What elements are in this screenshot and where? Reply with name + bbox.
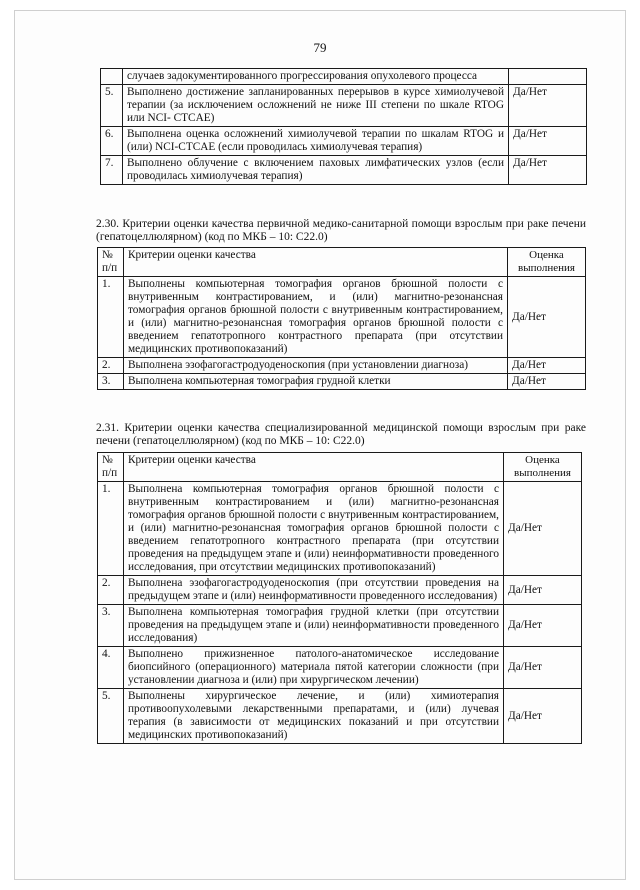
header-number: № п/п bbox=[98, 248, 124, 277]
header-result: Оценка выполнения bbox=[508, 248, 586, 277]
result-cell: Да/Нет bbox=[509, 127, 587, 156]
row-number bbox=[101, 69, 123, 85]
row-number: 2. bbox=[98, 358, 124, 374]
criteria-table-2-30 bbox=[97, 247, 586, 390]
criteria-text: Выполнено прижизненное патолого-анатомическое исследование биопсийного (операционного) материала пятой категории сложности (при установлении диагноза и (или) при хирургическом лечении) bbox=[124, 647, 504, 689]
table-row bbox=[98, 277, 586, 358]
table-row bbox=[98, 647, 582, 689]
criteria-text: Выполнены хирургическое лечение, и (или) химиотерапия противоопухолевыми лекарственными препаратами, и (или) лучевая терапия (в зависимости от медицинских показаний и при отсутствии медицинских противопоказаний) bbox=[124, 689, 504, 744]
result-cell: Да/Нет bbox=[508, 358, 586, 374]
section-title-2-31: 2.31. Критерии оценки качества специализированной медицинской помощи взрослым при раке печени (гепатоцеллюлярном) (код по МКБ – 10: C22.0) bbox=[96, 422, 586, 447]
row-number: 2. bbox=[98, 576, 124, 605]
row-number: 7. bbox=[101, 156, 123, 185]
table-header bbox=[98, 453, 582, 482]
header-criteria: Критерии оценки качества bbox=[124, 453, 504, 482]
criteria-text: случаев задокументированного прогрессирования опухолевого процесса bbox=[123, 69, 509, 85]
row-number: 3. bbox=[98, 374, 124, 390]
criteria-text: Выполнена эзофагогастродуоденоскопия (при отсутствии проведения на предыдущем этапе и (или) неинформативности проведенного исследования) bbox=[124, 576, 504, 605]
criteria-table-2-31 bbox=[97, 452, 582, 744]
table-row bbox=[98, 374, 586, 390]
header-criteria: Критерии оценки качества bbox=[124, 248, 508, 277]
row-number: 5. bbox=[98, 689, 124, 744]
criteria-text: Выполнена эзофагогастродуоденоскопия (при установлении диагноза) bbox=[124, 358, 508, 374]
header-number: № п/п bbox=[98, 453, 124, 482]
table-header bbox=[98, 248, 586, 277]
criteria-text: Выполнена оценка осложнений химиолучевой терапии по шкалам RTOG и (или) NCI-CTCAE (если проводилась химиолучевая терапия) bbox=[123, 127, 509, 156]
row-number: 1. bbox=[98, 482, 124, 576]
section-title-2-30: 2.30. Критерии оценки качества первичной медико-санитарной помощи взрослым при раке печени (гепатоцеллюлярном) (код по МКБ – 10: C22.0) bbox=[96, 218, 586, 243]
result-cell: Да/Нет bbox=[504, 482, 582, 576]
header-result: Оценка выполнения bbox=[504, 453, 582, 482]
criteria-text: Выполнена компьютерная томография органов брюшной полости с внутривенным контрастированием и (или) магнитно-резонансная томография органов брюшной полости с внутривенным контрастированием, и (или) магнитно-резонансная томография органов брюшной полости с введением гепатотропного контрастного препарата (при отсутствии проведения на предыдущем этапе и (или) неинформативности проведенного исследования, при отсутствии медицинских противопоказаний) bbox=[124, 482, 504, 576]
row-number: 4. bbox=[98, 647, 124, 689]
row-number: 5. bbox=[101, 85, 123, 127]
table-row bbox=[98, 605, 582, 647]
criteria-text: Выполнено облучение с включением паховых лимфатических узлов (если проводилась химиолучевая терапия) bbox=[123, 156, 509, 185]
table-row bbox=[98, 576, 582, 605]
criteria-text: Выполнены компьютерная томография органов брюшной полости с внутривенным контрастированием, и (или) магнитно-резонансная томография органов брюшной полости с внутривенным контрастированием, и (или) магнитно-резонансная томография органов брюшной полости с введением гепатотропного контрастного препарата (при отсутствии медицинских противопоказаний) bbox=[124, 277, 508, 358]
result-cell: Да/Нет bbox=[509, 85, 587, 127]
row-number: 6. bbox=[101, 127, 123, 156]
criteria-table-continued bbox=[100, 68, 587, 185]
table-row bbox=[101, 85, 587, 127]
table-row bbox=[98, 482, 582, 576]
result-cell: Да/Нет bbox=[504, 605, 582, 647]
table-row bbox=[98, 689, 582, 744]
result-cell: Да/Нет bbox=[508, 277, 586, 358]
table-row bbox=[98, 358, 586, 374]
criteria-text: Выполнена компьютерная томография грудной клетки (при отсутствии проведения на предыдущем этапе и (или) неинформативности проведенного исследования) bbox=[124, 605, 504, 647]
result-cell: Да/Нет bbox=[504, 576, 582, 605]
row-number: 3. bbox=[98, 605, 124, 647]
row-number: 1. bbox=[98, 277, 124, 358]
result-cell bbox=[509, 69, 587, 85]
table-row bbox=[101, 156, 587, 185]
result-cell: Да/Нет bbox=[504, 647, 582, 689]
criteria-text: Выполнена компьютерная томография грудной клетки bbox=[124, 374, 508, 390]
result-cell: Да/Нет bbox=[504, 689, 582, 744]
result-cell: Да/Нет bbox=[508, 374, 586, 390]
result-cell: Да/Нет bbox=[509, 156, 587, 185]
criteria-text: Выполнено достижение запланированных перерывов в курсе химиолучевой терапии (за исключением осложнений не ниже III степени по шкале RTOG или NCI- CTCAE) bbox=[123, 85, 509, 127]
table-row bbox=[101, 69, 587, 85]
page-number: 79 bbox=[313, 40, 327, 55]
table-row bbox=[101, 127, 587, 156]
